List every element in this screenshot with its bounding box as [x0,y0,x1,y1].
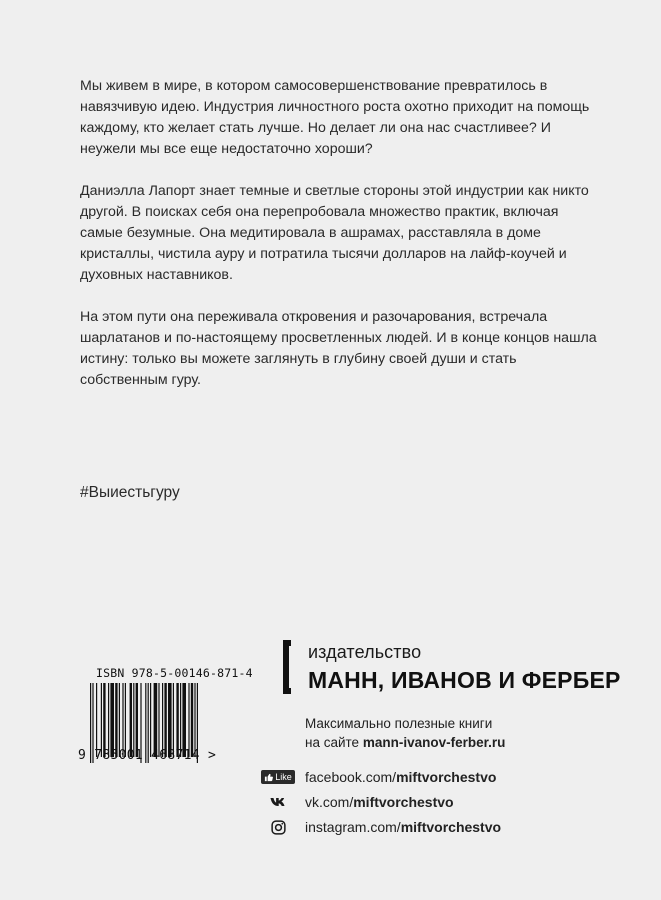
isbn-label: ISBN 978-5-00146-871-4 [96,666,253,680]
description-paragraph-1: Мы живем в мире, в котором самосовершенствование превратилось в навязчивую идею. Индустрия личностного роста охотно приходит на помощь каждому, кто желает стать лучше. Но делает ли она нас счастливее? И неужели мы все еще недостаточно хороши? [80,78,590,157]
bracket-icon [283,640,291,694]
facebook-like-icon [261,770,295,784]
vk-handle: miftvorchestvo [353,794,454,810]
instagram-icon [271,820,286,835]
slogan-line-1: Максимально полезные книги [305,716,493,731]
slogan-line-2 [305,733,625,752]
social-facebook[interactable] [260,766,640,788]
vk-prefix: vk.com/ [305,794,354,810]
social-instagram[interactable] [260,816,640,838]
facebook-handle: miftvorchestvo [396,769,497,785]
facebook-prefix: facebook.com/ [305,769,397,785]
slogan-prefix: на сайте [305,735,363,750]
vk-icon [270,797,286,807]
barcode-digits: 9 785001 468714 > [78,748,217,763]
description-paragraph-2: Даниэлла Лапорт знает темные и светлые стороны этой индустрии как никто другой. В поисках себя она перепробовала множество практик, включая самые безумные. Она медитировала в ашрамах, расставляла в доме кристаллы, чистила ауру и потратила тысячи долларов на лайф-коучей и духовных наставников. [80,183,589,283]
facebook-like-label: Like [275,772,292,782]
publisher-label: издательство [308,642,422,662]
publisher-slogan [305,714,625,752]
social-vk[interactable] [260,791,640,813]
description-text [80,76,600,412]
publisher-name: МАНН, ИВАНОВ И ФЕРБЕР [308,667,621,693]
publisher-site-link[interactable]: mann-ivanov-ferber.ru [362,735,506,750]
instagram-prefix: instagram.com/ [305,819,401,835]
instagram-handle: miftvorchestvo [400,819,502,835]
hashtag: #Выиестьгуру [80,484,180,501]
description-paragraph-3: На этом пути она переживала откровения и разочарования, встречала шарлатанов и по-настоящему просветленных людей. И в конце концов нашла истину: только вы можете заглянуть в глубину своей души и стать собственным гуру. [80,309,597,388]
